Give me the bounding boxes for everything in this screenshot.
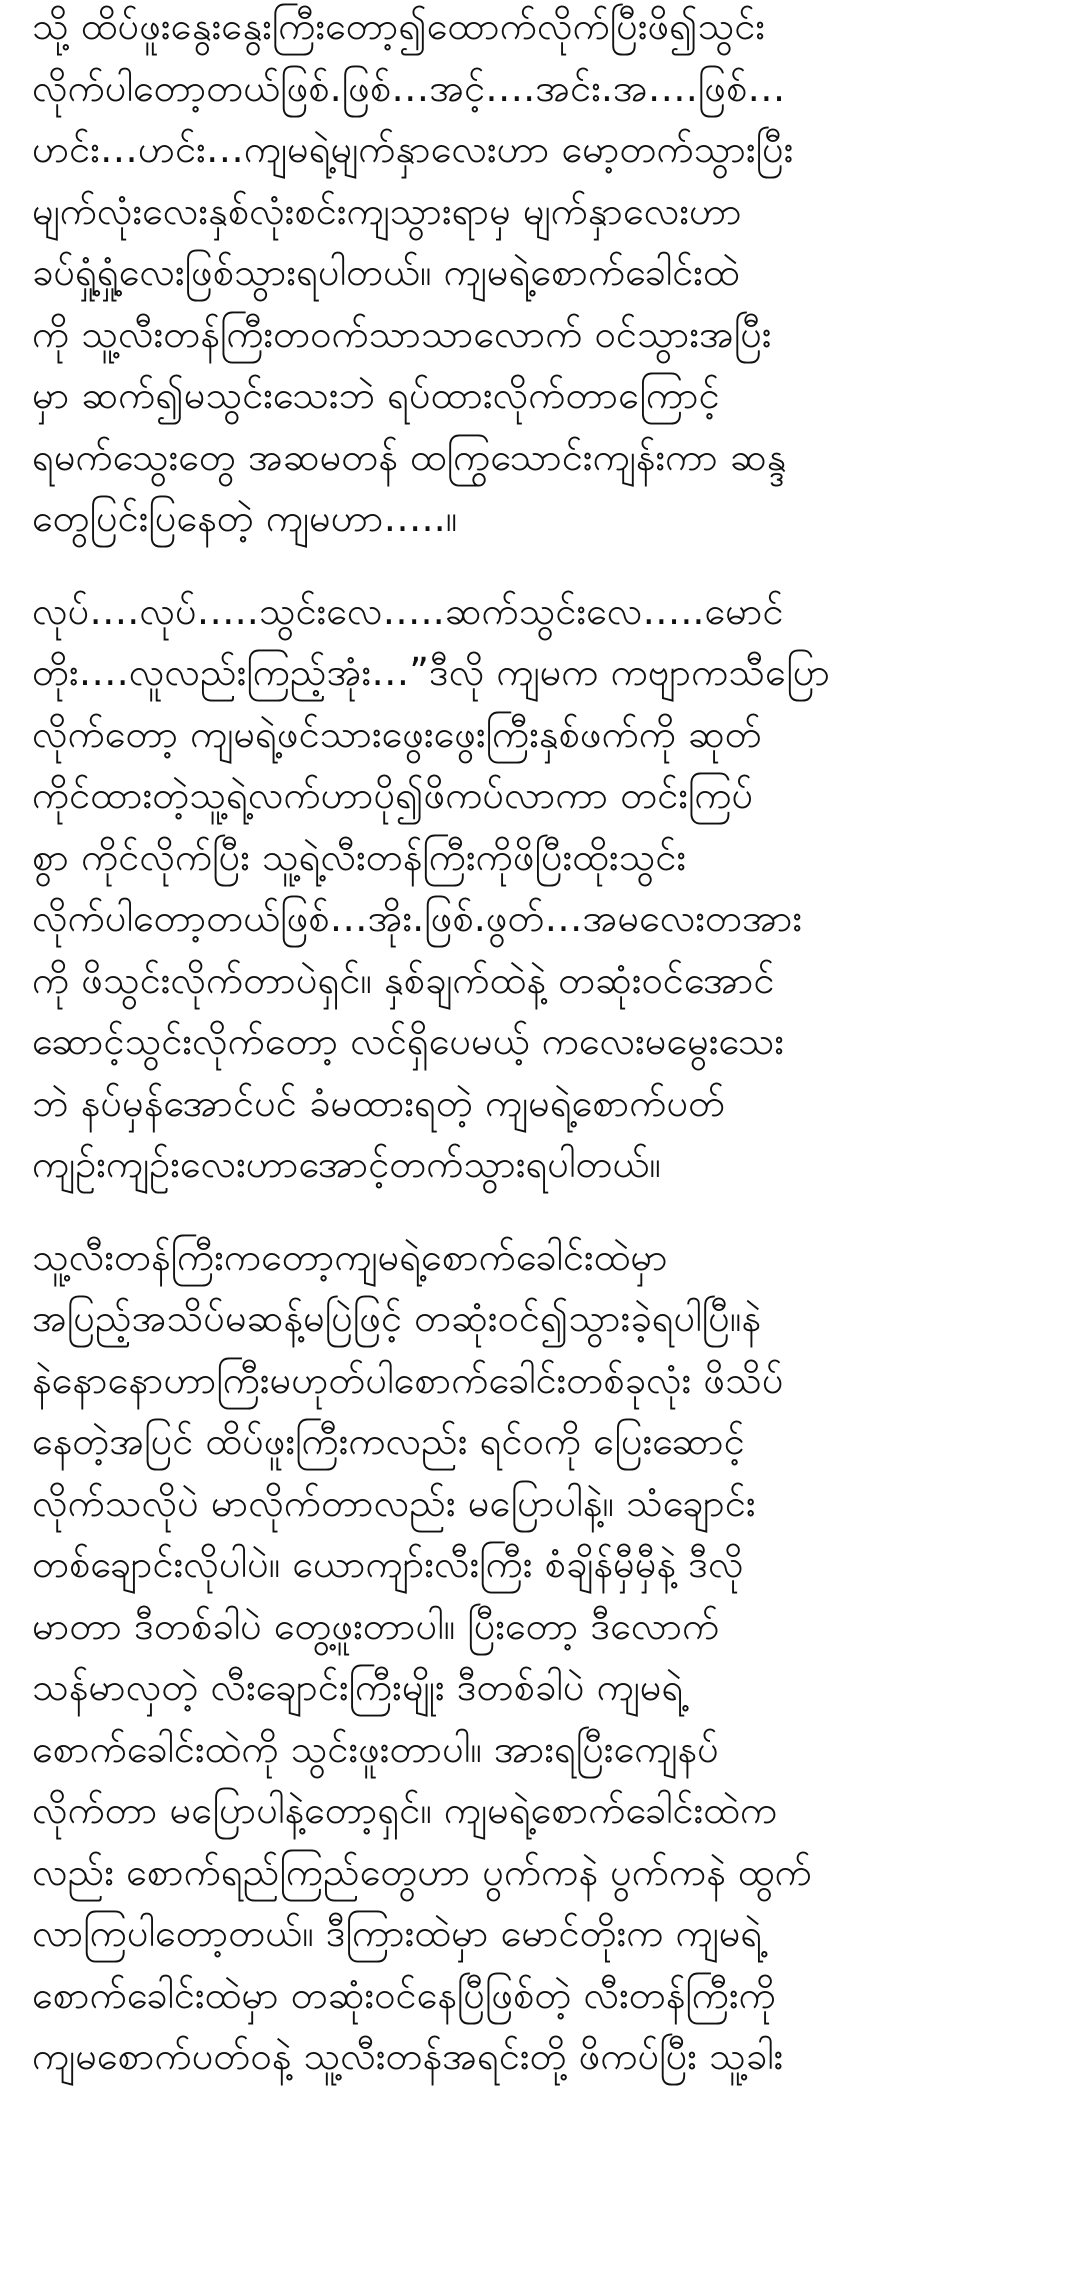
paragraph-2	[32, 581, 1050, 1196]
text-line: ကို သူ့လီးတန်ကြီးတဝက်သာသာလောက် ဝင်သွားအပြီး	[32, 311, 772, 356]
text-line: လိုက်သလိုပဲ မာလိုက်တာလည်း မပြောပါနဲ့။ သံချောင်း	[32, 1480, 756, 1525]
text-line: မာတာ ဒီတစ်ခါပဲ တွေ့ဖူးတာပါ။ ပြီးတော့ ဒီလောက်	[32, 1603, 720, 1648]
text-line: ကို ဖိသွင်းလိုက်တာပဲရှင်။ နှစ်ချက်ထဲနဲ့ တဆုံးဝင်အောင်	[32, 957, 775, 1002]
text-line: တိုး….လူလည်းကြည့်အုံး…”ဒီလို ကျမက ကဗျာကသီပြော	[32, 650, 831, 694]
text-line: ဘဲ နပ်မှန်အောင်ပင် ခံမထားရတဲ့ ကျမရဲ့စောက်ပတ်	[32, 1080, 726, 1125]
text-line: လိုက်ပါတော့တယ်ဖြစ်.ဖြစ်…အင့်….အင်း.အ….ဖြစ်…	[32, 65, 786, 110]
paragraph-1	[32, 0, 1050, 550]
text-line: တစ်ချောင်းလိုပါပဲ။ ယောကျာ်းလီးကြီး စံချိန်မှီမှီနဲ့ ဒီလို	[32, 1542, 744, 1586]
text-line: ကိုင်ထားတဲ့သူ့ရဲ့လက်ဟာပို၍ဖိကပ်လာကာ တင်းကြပ်	[32, 773, 754, 817]
text-line: စောက်ခေါင်းထဲကို သွင်းဖူးတာပါ။ အားရပြီးကျေနပ်	[32, 1726, 719, 1771]
paragraph-spacer	[32, 550, 1050, 581]
text-line: လိုက်တော့ ကျမရဲ့ဖင်သားဖွေးဖွေးကြီးနှစ်ဖက်ကို ဆုတ်	[32, 711, 762, 756]
paragraph-3	[32, 1227, 1050, 2088]
text-line: ဆောင့်သွင်းလိုက်တော့ လင်ရှိပေမယ့် ကလေးမမွေးသေး	[32, 1019, 785, 1063]
text-line: ဟင်း…ဟင်း…ကျမရဲ့မျက်နှာလေးဟာ မော့တက်သွားပြီး	[32, 127, 794, 171]
text-line: လည်း စောက်ရည်ကြည်တွေဟာ ပွက်ကနဲ ပွက်ကနဲ ထွက်	[32, 1849, 812, 1894]
text-line: မျက်လုံးလေးနှစ်လုံးစင်းကျသွားရာမှ မျက်နှာလေးဟာ	[32, 188, 742, 233]
text-line: မှာ ဆက်၍မသွင်းသေးဘဲ ရပ်ထားလိုက်တာကြောင့်	[32, 373, 720, 417]
paragraph-spacer	[32, 1196, 1050, 1227]
text-line: သူ့လီးတန်ကြီးကတော့ကျမရဲ့စောက်ခေါင်းထဲမှာ	[32, 1234, 668, 1279]
text-line: ကျဉ်းကျဉ်းလေးဟာအောင့်တက်သွားရပါတယ်။	[32, 1142, 661, 1186]
text-line: နေတဲ့အပြင် ထိပ်ဖူးကြီးကလည်း ရင်ဝကို ပြေးဆောင့်	[32, 1419, 745, 1463]
text-line: ကျမစောက်ပတ်ဝနဲ့ သူ့လီးတန်အရင်းတို့ ဖိကပ်ပြီး သူ့ခါး	[32, 2034, 784, 2078]
text-line: လုပ်….လုပ်…..သွင်းလေ…..ဆက်သွင်းလေ…..မောင်	[32, 588, 784, 633]
text-line: ရမက်သွေးတွေ အဆမတန် ထကြွသောင်းကျန်းကာ ဆန္ဒ	[32, 434, 787, 479]
text-line: စွာ ကိုင်လိုက်ပြီး သူ့ရဲ့လီးတန်ကြီးကိုဖိပြီးထိုးသွင်း	[32, 834, 687, 879]
text-line: ခပ်ရှုံ့ရှုံ့လေးဖြစ်သွားရပါတယ်။ ကျမရဲ့စောက်ခေါင်းထဲ	[32, 250, 740, 294]
text-line: သို့ ထိပ်ဖူးနွေးနွေးကြီးတော့၍ထောက်လိုက်ပြီးဖိ၍သွင်း	[32, 4, 766, 48]
text-line: တွေပြင်းပြနေတဲ့ ကျမဟာ…..။	[32, 496, 458, 540]
text-line: နဲနောနောဟာကြီးမဟုတ်ပါစောက်ခေါင်းတစ်ခုလုံး ဖိသိပ်	[32, 1357, 784, 1402]
text-line: လာကြပါတော့တယ်။ ဒီကြားထဲမှာ မောင်တိုးက ကျမရဲ့	[32, 1911, 763, 1955]
text-line: သန်မာလှတဲ့ လီးချောင်းကြီးမျိုး ဒီတစ်ခါပဲ ကျမရဲ့	[32, 1665, 684, 1709]
text-line: စောက်ခေါင်းထဲမှာ တဆုံးဝင်နေပြီဖြစ်တဲ့ လီးတန်ကြီးကို	[32, 1972, 776, 2017]
text-line: လိုက်တာ မပြောပါနဲ့တော့ရှင်။ ကျမရဲ့စောက်ခေါင်းထဲက	[32, 1788, 778, 1832]
text-line: လိုက်ပါတော့တယ်ဖြစ်…အိုး.ဖြစ်.ဖွတ်…အမလေးတအား	[32, 896, 803, 940]
text-line: အပြည့်အသိပ်မဆန့်မပြဲဖြင့် တဆုံးဝင်၍သွားခဲ့ရပါပြီ။နဲ	[32, 1296, 761, 1340]
